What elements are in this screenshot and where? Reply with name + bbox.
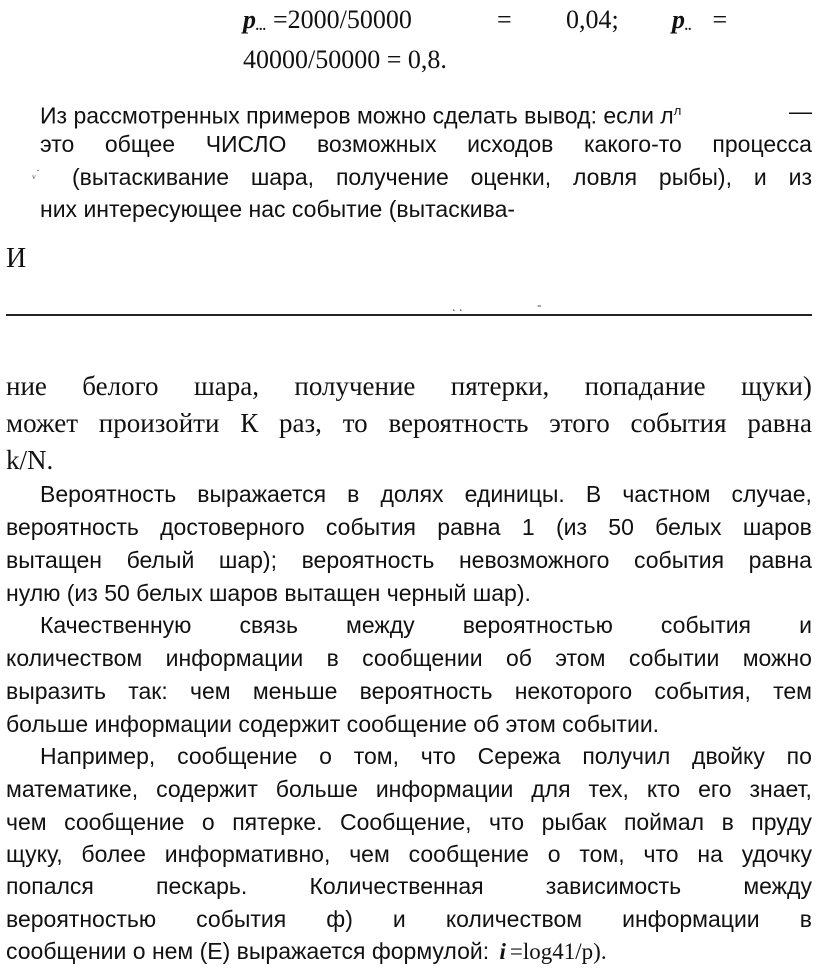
word: кто [646, 776, 681, 802]
word: равна [437, 514, 501, 540]
word: о [201, 809, 215, 835]
word: шаров [742, 514, 812, 540]
word: что [643, 841, 679, 867]
word: рыбак [541, 809, 607, 835]
word: том, [579, 841, 625, 867]
word: больше [275, 776, 358, 802]
word: события [630, 408, 727, 438]
word: так: [128, 678, 168, 704]
separator-dash: - [537, 298, 542, 313]
formula-log: =log41/p). [509, 939, 607, 964]
word: в [347, 481, 360, 507]
para1-line-1 [40, 95, 812, 132]
word: может [6, 408, 78, 438]
word: этом [555, 645, 606, 671]
word: и [799, 612, 812, 638]
word: 50 [608, 514, 634, 540]
para1-superscript: л [673, 103, 682, 118]
word: Сообщение, [339, 809, 472, 835]
word: пятерке. [232, 809, 323, 835]
para5-line-7-text: сообщении о нем (Е) выражается формулой: [6, 938, 490, 964]
para2-line-1 [6, 369, 812, 403]
para5-line-7 [6, 935, 607, 968]
word: события [325, 514, 416, 540]
word: о [547, 841, 561, 867]
word: Количественная [309, 873, 484, 899]
para5-line-5 [6, 870, 812, 902]
word: поймал [623, 809, 705, 835]
word: в [799, 906, 812, 932]
word: количеством [6, 645, 143, 671]
word: знает, [749, 776, 812, 802]
word: информации [375, 776, 514, 802]
word: равна [747, 408, 812, 438]
word: Вероятность [40, 481, 177, 507]
word: более [81, 841, 146, 867]
word: получил [582, 743, 671, 769]
word: некоторого [514, 678, 633, 704]
word: оценки, [470, 164, 552, 190]
word: исходов [467, 131, 554, 157]
word: в [326, 645, 339, 671]
word: равна [748, 547, 812, 573]
word: события, [654, 678, 751, 704]
word: события [634, 547, 725, 573]
word: для [531, 776, 571, 802]
word: событии [628, 645, 720, 671]
para5-line-1 [40, 740, 812, 772]
word: вероятность [359, 678, 493, 704]
para4-line-1 [40, 609, 812, 641]
word: чем [190, 678, 231, 704]
word: невозможного [458, 547, 610, 573]
word: количеством [445, 906, 583, 932]
separator-rule [6, 314, 812, 316]
para5-line-3 [6, 806, 812, 838]
word: вытащен [6, 547, 102, 573]
word: пятерки, [450, 371, 550, 401]
para4-line-3 [6, 675, 812, 707]
word: можно [742, 645, 812, 671]
word: вероятность [6, 514, 139, 540]
word: раз, [279, 408, 322, 438]
p1-expression: =2000/50000 [273, 5, 412, 34]
word: содержит [156, 776, 258, 802]
word: двойку [692, 743, 765, 769]
word: зависимость [545, 873, 682, 899]
word: тем [773, 678, 812, 704]
p1-symbol: p [243, 5, 256, 34]
para1-line-1-text: Из рассмотренных примеров можно сделать вывод: если л [40, 102, 674, 129]
word: возможных [316, 131, 437, 157]
word: пескарь. [156, 873, 248, 899]
word: попался [6, 873, 94, 899]
word: Например, [40, 743, 156, 769]
para1-margin-mark: ᵥ˙ [32, 166, 41, 181]
word: получение [335, 164, 449, 190]
word: рыбы), [658, 164, 732, 190]
word: частном [622, 481, 711, 507]
word: 1 [521, 514, 535, 540]
para4-line-2 [6, 642, 812, 674]
word: единицы. [464, 481, 565, 507]
word: информации [622, 906, 760, 932]
word: долях [380, 481, 444, 507]
word: произойти [98, 408, 220, 438]
word: удочку [741, 841, 812, 867]
word: сообщение [177, 743, 298, 769]
para5-line-6 [6, 903, 812, 935]
formula-i-symbol: i [499, 939, 506, 964]
word: достоверного [160, 514, 305, 540]
word: между [743, 873, 812, 899]
word: В [585, 481, 602, 507]
word: и [753, 164, 767, 190]
word: что [489, 809, 525, 835]
word: Сережа [477, 743, 561, 769]
word: по [786, 743, 812, 769]
word: ловля [572, 164, 638, 190]
word: ние [6, 371, 47, 401]
word: белый [126, 547, 195, 573]
word: пруду [751, 809, 812, 835]
word: то [342, 408, 368, 438]
word: белых [655, 514, 722, 540]
p2-equals: = [712, 5, 728, 34]
para3-line-2 [6, 511, 812, 543]
word: белого [82, 371, 159, 401]
word: щуку, [6, 841, 63, 867]
word: вероятностью [462, 612, 613, 638]
word: том, [353, 743, 400, 769]
word: и [392, 906, 406, 932]
word: чем [349, 841, 390, 867]
word: шар); [218, 547, 277, 573]
word: тех, [588, 776, 629, 802]
word: его [698, 776, 732, 802]
separator-dots: . . [452, 300, 463, 315]
word: события [196, 906, 287, 932]
word: шара, [193, 371, 259, 401]
formula-p2 [672, 4, 727, 41]
word: события [660, 612, 752, 638]
p1-value: 0,04; [566, 5, 619, 34]
formula-eq: = [497, 5, 512, 34]
word: меньше [252, 678, 338, 704]
word: вероятность [301, 547, 435, 573]
para5-line-4 [6, 838, 812, 870]
word: Качественную [40, 612, 192, 638]
word: из [788, 164, 812, 190]
word: случае, [731, 481, 812, 507]
para3-line-1 [40, 478, 812, 510]
para1-line-3 [72, 161, 812, 193]
para4-line-4: больше информации содержит сообщение об этом событии. [6, 711, 660, 737]
para1-line-4: них интересующее нас событие (вытаскива- [40, 196, 516, 222]
para1-dash: — [789, 98, 812, 124]
word: вероятность [388, 408, 529, 438]
word: в [721, 809, 734, 835]
word: информации [165, 645, 304, 671]
word: ЧИСЛО [205, 131, 287, 157]
word: о [319, 743, 332, 769]
word: процесса [712, 131, 812, 157]
word: общее [104, 131, 176, 157]
stray-letter: И [6, 243, 27, 274]
word: чем [6, 809, 47, 835]
word: сообщение [408, 841, 529, 867]
word: между [346, 612, 415, 638]
para2-line-3: k/N. [6, 445, 54, 475]
para3-line-4: нулю (из 50 белых шаров вытащен черный шар). [6, 580, 531, 606]
word: щуки) [741, 371, 812, 401]
p2-subscript: .. [685, 19, 692, 34]
para3-line-3 [6, 544, 812, 576]
word: (из [555, 514, 587, 540]
word: это [40, 131, 75, 157]
word: ф) [326, 906, 353, 932]
word: что [420, 743, 456, 769]
p1-subscript: ... [256, 19, 267, 34]
word: математике, [6, 776, 139, 802]
word: на [697, 841, 723, 867]
word: (вытаскивание [72, 164, 229, 190]
word: получение [294, 371, 416, 401]
para5-line-2 [6, 773, 812, 805]
word: сообщение [64, 809, 185, 835]
para1-line-2 [40, 128, 812, 160]
word: К [240, 408, 259, 438]
p2-symbol: p [672, 5, 685, 34]
word: об [505, 645, 532, 671]
formula-line-2: 40000/50000 = 0,8. [243, 45, 447, 74]
word: этого [549, 408, 610, 438]
word: шара, [250, 164, 315, 190]
para2-line-2 [6, 406, 812, 440]
word: попадание [584, 371, 706, 401]
formula-line-1 [243, 4, 412, 41]
word: выразить [6, 678, 106, 704]
word: какого-то [583, 131, 682, 157]
word: связь [239, 612, 298, 638]
word: сообщении [362, 645, 483, 671]
word: вероятностью [6, 906, 157, 932]
word: выражается [197, 481, 327, 507]
word: информативно, [164, 841, 331, 867]
